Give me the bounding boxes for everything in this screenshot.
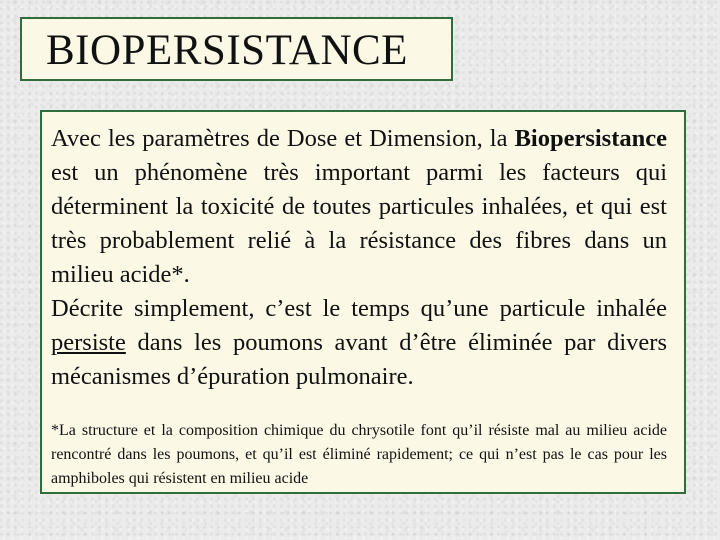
- paragraph-definition: [51, 292, 667, 394]
- content-box: [40, 110, 686, 494]
- paragraph2-start: Décrite simplement, c’est le temps qu’une particule inhalée: [51, 295, 667, 322]
- paragraph1-start: Avec les paramètres de Dose et Dimension, la: [51, 125, 515, 152]
- paragraph-biopersistance: [51, 122, 667, 292]
- persiste-term: persiste: [51, 329, 126, 356]
- biopersistance-term: Biopersistance: [514, 125, 667, 152]
- title-box: [20, 17, 453, 81]
- paragraph2-end: dans les poumons avant d’être éliminée par divers mécanismes d’épuration pulmonaire.: [51, 329, 667, 390]
- paragraph1-end: est un phénomène très important parmi les facteurs qui déterminent la toxicité de toutes particules inhalées, et qui est très probablement relié à la résistance des fibres dans un milieu acide*.: [51, 159, 667, 288]
- main-text: [51, 122, 667, 394]
- footnote: *La structure et la composition chimique du chrysotile font qu’il résiste mal au milieu acide rencontré dans les poumons, et qu’il est éliminé rapidement; ce qui n’est pas le cas pour les amphiboles qui résistent en milieu acide: [51, 422, 667, 487]
- slide-title: BIOPERSISTANCE: [46, 27, 408, 74]
